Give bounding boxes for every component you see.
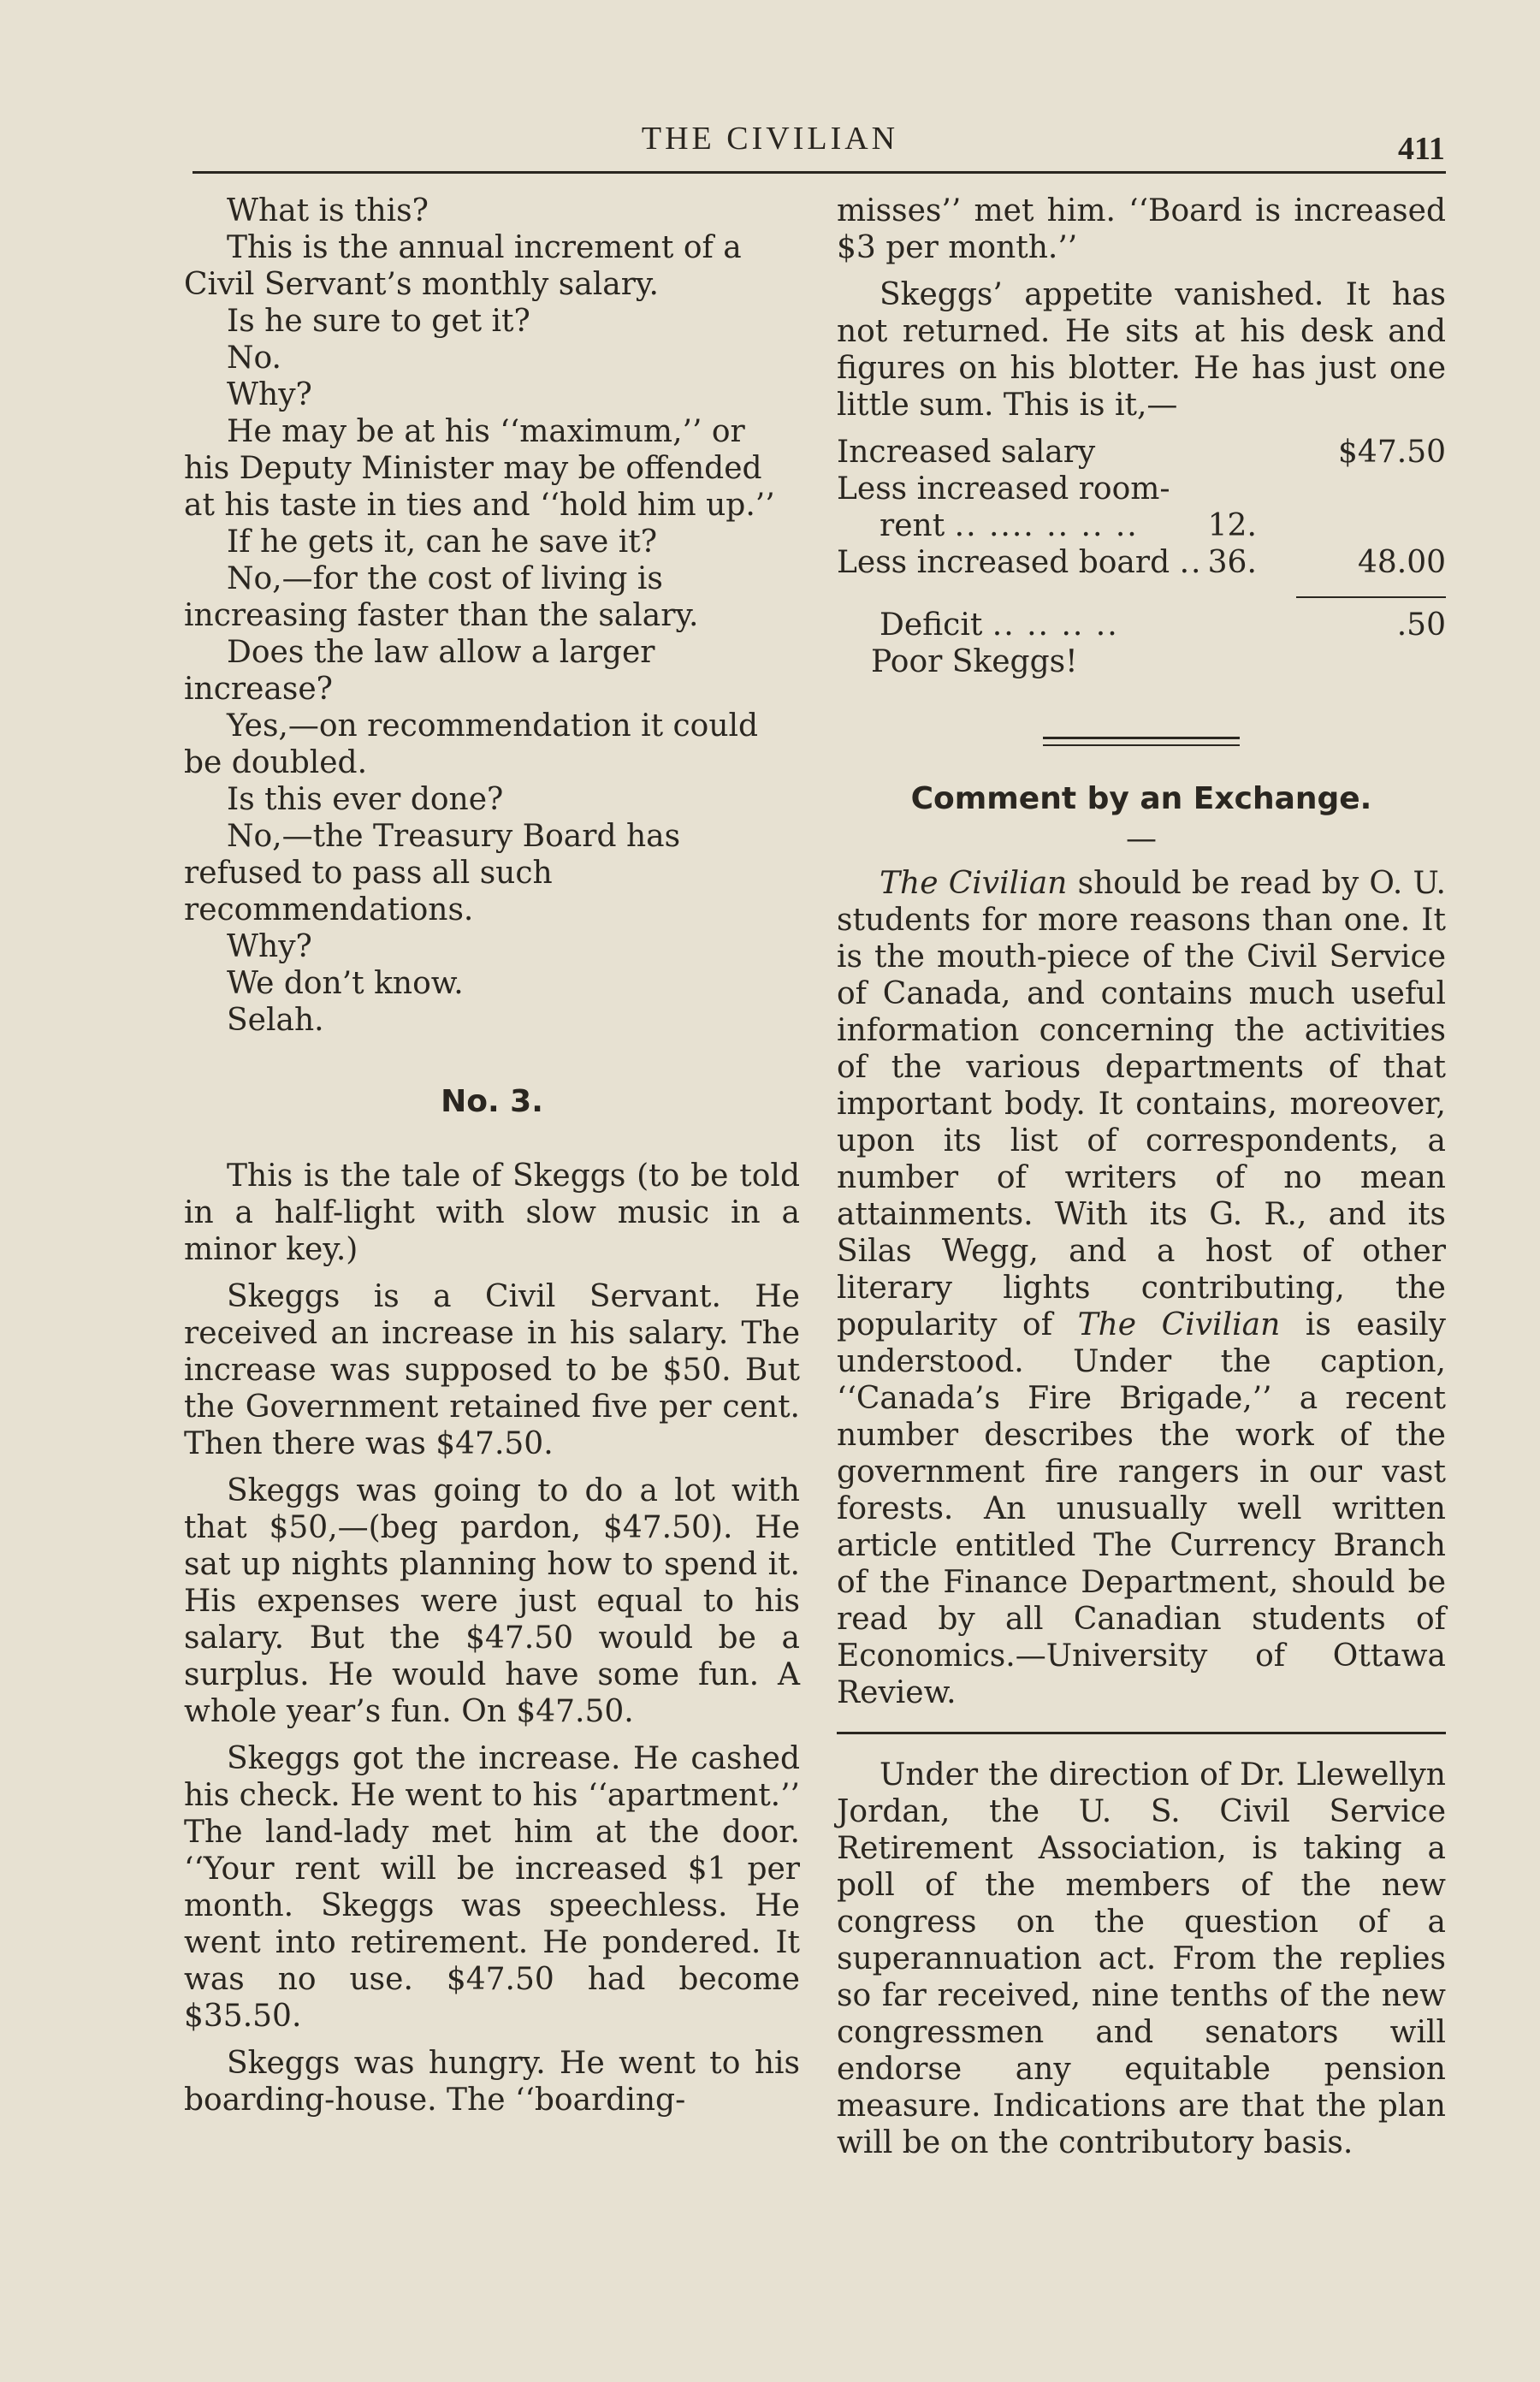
- ledger-amount: $47.50: [1338, 435, 1446, 470]
- publication-title: The Civilian: [1077, 1307, 1281, 1342]
- ledger-label-text: rent: [880, 508, 945, 543]
- qa-line: This is the annual increment of a Civil Servant’s monthly salary.: [184, 230, 742, 302]
- qa-line: Yes,—on recommendation it could be doubled.: [184, 708, 759, 780]
- leader-dots: .. .. .. ..: [992, 607, 1119, 643]
- running-title: THE CIVILIAN: [641, 121, 899, 157]
- qa-line: No.: [227, 341, 281, 376]
- publication-title: The Civilian: [880, 866, 1068, 901]
- story-paragraph: misses’’ met him. ‘‘Board is increased $3 per month.’’: [837, 193, 1446, 265]
- ledger-label: [837, 597, 1208, 643]
- ledger-label-text: Less increased board: [837, 545, 1170, 580]
- story-continuation: [837, 193, 1446, 424]
- page-number: 411: [1398, 131, 1445, 167]
- retirement-paragraph: Under the direction of Dr. Llewellyn Jordan, the U. S. Civil Service Retirement Association, is taking a poll of the members of the new congress on the question of a superannuation act. From the replies so far received, nine tenths of the new congressmen and senators will endorse any equitable pension measure. Indications are that the plan will be on the contributory basis.: [837, 1757, 1446, 2160]
- ledger-row: [837, 597, 1446, 643]
- skeggs-story: [184, 1158, 800, 2118]
- qa-line: Selah.: [227, 1003, 324, 1038]
- ledger-label-text: Deficit: [880, 607, 983, 643]
- leader-dots: ..: [1179, 545, 1203, 580]
- heading-dash: —: [1126, 821, 1157, 856]
- expense-ledger: [837, 434, 1446, 643]
- ledger-amount: 48.00: [1357, 545, 1446, 580]
- story-paragraph: Skeggs’ appetite vanished. It has not returned. He sits at his desk and figures on his blotter. He has just one little sum. This is it,—: [837, 277, 1446, 423]
- left-column: [184, 193, 800, 2129]
- qa-line: He may be at his ‘‘maximum,’’ or his Deputy Minister may be offended at his taste in ties and ‘‘hold him up.’’: [184, 414, 775, 523]
- ledger-sum-rule: [837, 581, 1446, 597]
- ledger-subvalue: 12.: [1207, 508, 1257, 543]
- qa-line: Why?: [227, 377, 312, 412]
- ledger-subvalue: 36.: [1207, 545, 1257, 580]
- qa-line: Does the law allow a larger increase?: [184, 635, 655, 707]
- ledger-label: [837, 507, 1208, 544]
- exchange-heading: Comment by an Exchange.: [910, 781, 1372, 816]
- exchange-text: is easily understood. Under the caption, ‘‘Canada’s Fire Brigade,’’ a recent number describes the work of the government fire rangers in our vast forests. An unusually well written article entitled The Currency Branch of the Finance Department, should be read by all Canadian students of Economics.—University of Ottawa Review.: [837, 1307, 1447, 1710]
- story-paragraph: This is the tale of Skeggs (to be told in a half-light with slow music in a minor key.): [184, 1158, 800, 1267]
- story-paragraph: Skeggs was going to do a lot with that $50,—(beg pardon, $47.50). He sat up nights planning how to spend it. His expenses were just equal to his salary. But the $47.50 would be a surplus. He would have some fun. A whole year’s fun. On $47.50.: [184, 1473, 800, 1729]
- section-heading-no-3: No. 3.: [441, 1084, 543, 1119]
- story-paragraph: Skeggs got the increase. He cashed his check. He went to his ‘‘apartment.’’ The land-lady met him at the door. ‘‘Your rent will be increased $1 per month. Skeggs was speechless. He went into retirement. He pondered. It was no use. $47.50 had become $35.50.: [184, 1741, 800, 2034]
- exchange-paragraph: [837, 865, 1446, 1711]
- exchange-text: should be read by O. U. students for more reasons than one. It is the mouth-piece of the Civil Service of Canada, and contains much useful information concerning the activities of the various departments of that important body. It contains, moreover, upon its list of correspondents, a number of writers of no mean attainments. With its G. R., and its Silas Wegg, and a host of other literary lights contributing, the popularity of: [837, 866, 1446, 1342]
- ledger-row: [837, 471, 1446, 507]
- header-rule: [192, 171, 1446, 174]
- story-paragraph: Skeggs was hungry. He went to his boarding-house. The ‘‘boarding-: [184, 2046, 800, 2118]
- ledger-amount: .50: [1396, 607, 1446, 643]
- ledger-label: [837, 544, 1208, 581]
- double-rule-divider: [1043, 737, 1240, 746]
- ledger-row: [837, 507, 1446, 544]
- qa-line: Is he sure to get it?: [227, 304, 530, 339]
- qa-line: No,—for the cost of living is increasing faster than the salary.: [184, 561, 699, 633]
- leader-dots: .. .... .. .. ..: [954, 508, 1139, 543]
- ledger-row: [837, 544, 1446, 581]
- story-paragraph: Skeggs is a Civil Servant. He received an increase in his salary. The increase was supposed to be $50. But the Government retained five per cent. Then there was $47.50.: [184, 1279, 800, 1461]
- qa-line: No,—the Treasury Board has refused to pass all such recommendations.: [184, 819, 681, 927]
- qa-line: If he gets it, can he save it?: [227, 524, 658, 560]
- retirement-note: [837, 1757, 1446, 2161]
- ledger-row: [837, 434, 1446, 471]
- right-column: [837, 193, 1446, 2172]
- qa-line: What is this?: [227, 193, 429, 228]
- ledger-label: Less increased room-: [837, 471, 1170, 507]
- qa-line: Why?: [227, 929, 312, 964]
- exchange-comment: [837, 865, 1446, 1711]
- qa-line: Is this ever done?: [227, 782, 504, 817]
- qa-line: We don’t know.: [227, 966, 464, 1001]
- closing-line: Poor Skeggs!: [871, 644, 1078, 679]
- separator-rule: [837, 1732, 1446, 1734]
- ledger-label: Increased salary: [837, 435, 1096, 470]
- qa-section: [184, 193, 800, 1039]
